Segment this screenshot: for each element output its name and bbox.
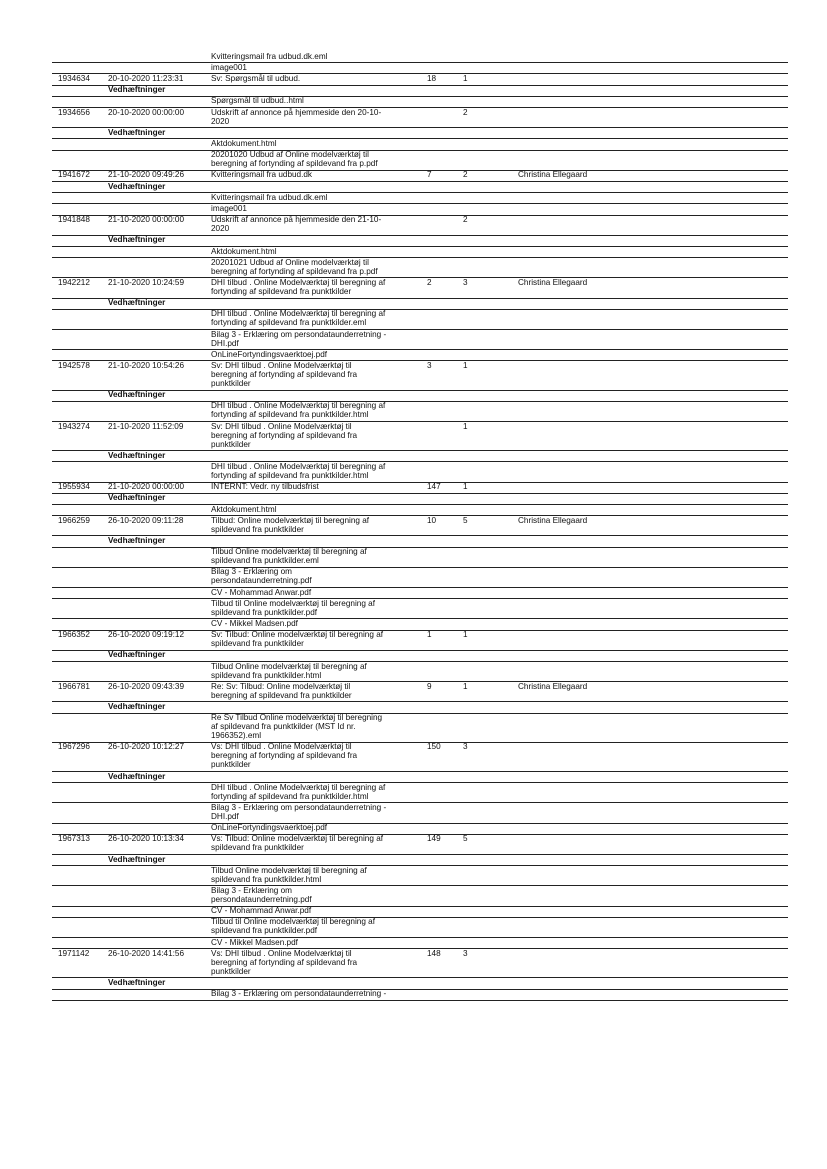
record-count-2: 2 <box>463 107 468 117</box>
row-divider <box>52 823 788 824</box>
record-title: punktkilder <box>211 439 251 449</box>
record-id: 1967313 <box>58 834 90 844</box>
record-count-1: 150 <box>427 742 441 752</box>
attachment-filename: Tilbud til Online modelværktøj til beregning af <box>211 917 375 927</box>
record-date: 21-10-2020 10:24:59 <box>108 278 185 287</box>
record-date: 21-10-2020 10:54:26 <box>108 361 185 370</box>
attachments-heading: Vedhæftninger <box>108 390 166 400</box>
record-date: 20-10-2020 11:23:31 <box>108 74 184 83</box>
attachment-filename: CV - Mohammad Anwar.pdf <box>211 587 312 597</box>
record-count-1: 9 <box>427 681 432 691</box>
record-person: Christina Ellegaard <box>518 681 588 691</box>
record-person: Christina Ellegaard <box>518 515 588 525</box>
record-count-1: 1 <box>427 630 432 640</box>
attachment-filename: DHI tilbud . Online Modelværktøj til beregning af <box>211 462 386 471</box>
attachment-filename: beregning af fortynding af spildevand fra p.pdf <box>211 266 378 276</box>
attachment-filename: image001 <box>211 204 247 213</box>
record-title: Sv: DHI tilbud . Online Modelværktøj til <box>211 421 352 431</box>
attachment-filename: 1966352).eml <box>211 731 262 741</box>
record-date: 26-10-2020 14:41:56 <box>108 948 185 958</box>
record-id: 1943274 <box>58 421 90 431</box>
attachment-filename: Tilbud Online modelværktøj til beregning af <box>211 547 367 557</box>
row-divider <box>52 257 788 258</box>
attachments-heading: Vedhæftninger <box>108 702 166 711</box>
record-title: 2020 <box>211 116 230 126</box>
attachment-filename: Tilbud Online modelværktøj til beregning af <box>211 661 367 671</box>
attachment-filename: CV - Mikkel Madsen.pdf <box>211 619 298 628</box>
record-title: punktkilder <box>211 966 251 976</box>
record-count-2: 1 <box>463 74 468 83</box>
record-id: 1971142 <box>58 948 90 958</box>
attachment-filename: OnLineFortyndingsvaerktoej.pdf <box>211 349 328 359</box>
row-divider <box>52 192 788 193</box>
record-title: spildevand fra punktkilder <box>211 843 304 853</box>
record-count-1: 149 <box>427 834 441 844</box>
attachment-filename: Tilbud til Online modelværktøj til beregning af <box>211 598 375 608</box>
row-divider <box>52 989 788 990</box>
attachments-heading: Vedhæftninger <box>108 298 166 308</box>
attachment-filename: Kvitteringsmail fra udbud.dk.eml <box>211 192 328 202</box>
row-divider <box>52 96 788 97</box>
record-title: Kvitteringsmail fra udbud.dk <box>211 170 313 180</box>
attachments-heading: Vedhæftninger <box>108 978 166 987</box>
record-title: Udskrift af annonce på hjemmeside den 20-10- <box>211 107 382 117</box>
attachment-filename: spildevand fra punktkilder.pdf <box>211 607 318 617</box>
record-id: 1942578 <box>58 361 90 370</box>
record-count-2: 3 <box>463 948 468 958</box>
attachments-heading: Vedhæftninger <box>108 181 166 191</box>
row-divider <box>52 587 788 588</box>
record-title: beregning af fortynding af spildevand fra <box>211 430 358 440</box>
attachments-heading: Vedhæftninger <box>108 127 166 137</box>
attachments-heading: Vedhæftninger <box>108 450 166 460</box>
record-count-1: 3 <box>427 361 432 370</box>
record-title: spildevand fra punktkilder <box>211 524 304 534</box>
attachment-filename: CV - Mikkel Madsen.pdf <box>211 937 298 947</box>
row-divider <box>52 906 788 907</box>
attachments-heading: Vedhæftninger <box>108 493 166 503</box>
record-date: 20-10-2020 00:00:00 <box>108 107 185 117</box>
record-count-1: 18 <box>427 74 437 83</box>
row-divider <box>52 349 788 350</box>
attachment-filename: DHI.pdf <box>211 338 239 348</box>
record-count-2: 2 <box>463 170 468 180</box>
record-date: 26-10-2020 09:43:39 <box>108 681 185 691</box>
attachment-filename: DHI tilbud . Online Modelværktøj til beregning af <box>211 401 386 411</box>
record-title: Sv: DHI tilbud . Online Modelværktøj til <box>211 361 352 370</box>
record-title: Vs: Tilbud: Online modelværktøj til beregning af <box>211 834 384 844</box>
record-count-1: 147 <box>427 482 441 492</box>
row-divider <box>52 567 788 568</box>
row-divider <box>52 62 788 63</box>
attachments-heading: Vedhæftninger <box>108 235 166 245</box>
attachment-filename: Bilag 3 - Erklæring om persondataunderretning - <box>211 329 387 339</box>
row-divider <box>52 937 788 938</box>
record-title: beregning af spildevand fra punktkilder <box>211 690 352 700</box>
record-title: Vs: DHI tilbud . Online Modelværktøj til <box>211 742 352 752</box>
record-id: 1967296 <box>58 742 90 752</box>
row-divider <box>52 885 788 886</box>
attachment-filename: beregning af fortynding af spildevand fra p.pdf <box>211 159 378 169</box>
attachment-filename: 20201020 Udbud af Online modelværktøj til <box>211 150 369 160</box>
attachment-filename: Spørgsmål til udbud..html <box>211 96 304 106</box>
record-title: Udskrift af annonce på hjemmeside den 21-10- <box>211 215 382 225</box>
attachment-filename: fortynding af spildevand fra punktkilder.html <box>211 471 369 480</box>
record-title: Sv: Spørgsmål til udbud. <box>211 74 301 83</box>
record-date: 21-10-2020 00:00:00 <box>108 482 185 492</box>
row-divider <box>52 598 788 599</box>
record-count-1: 148 <box>427 948 441 958</box>
row-divider <box>52 309 788 310</box>
attachment-filename: Aktdokument.html <box>211 139 277 148</box>
attachment-filename: persondataunderretning.pdf <box>211 576 312 586</box>
row-divider <box>52 504 788 505</box>
record-title: punktkilder <box>211 760 251 770</box>
attachment-filename: af spildevand fra punktkilder (MST Id nr. <box>211 722 356 732</box>
record-title: beregning af fortynding af spildevand fra <box>211 957 358 967</box>
row-divider <box>52 547 788 548</box>
record-count-1: 10 <box>427 515 437 525</box>
record-date: 21-10-2020 09:49:26 <box>108 170 185 180</box>
record-title: DHI tilbud . Online Modelværktøj til beregning af <box>211 278 386 287</box>
record-title: Re: Sv: Tilbud: Online modelværktøj til <box>211 681 351 691</box>
attachment-filename: spildevand fra punktkilder.eml <box>211 556 319 566</box>
record-title: punktkilder <box>211 379 251 388</box>
record-count-2: 3 <box>463 278 468 287</box>
record-title: spildevand fra punktkilder <box>211 639 304 649</box>
row-divider <box>52 802 788 803</box>
record-person: Christina Ellegaard <box>518 170 588 180</box>
row-divider <box>52 401 788 402</box>
row-divider <box>52 246 788 247</box>
row-divider <box>52 782 788 783</box>
record-count-2: 5 <box>463 834 468 844</box>
record-id: 1934634 <box>58 74 90 83</box>
record-date: 26-10-2020 10:12:27 <box>108 742 185 752</box>
attachments-heading: Vedhæftninger <box>108 85 166 95</box>
attachment-filename: fortynding af spildevand fra punktkilder.html <box>211 410 369 420</box>
attachment-filename: Kvitteringsmail fra udbud.dk.eml <box>211 51 328 61</box>
record-count-1: 2 <box>427 278 432 287</box>
row-divider <box>52 203 788 204</box>
record-count-2: 1 <box>463 681 468 691</box>
record-id: 1966781 <box>58 681 90 691</box>
row-divider <box>52 618 788 619</box>
attachment-filename: persondataunderretning.pdf <box>211 895 312 904</box>
record-count-2: 2 <box>463 215 468 225</box>
record-date: 26-10-2020 10:13:34 <box>108 834 185 844</box>
record-title: 2020 <box>211 224 230 234</box>
attachment-filename: fortynding af spildevand fra punktkilder.eml <box>211 318 367 328</box>
attachment-filename: Bilag 3 - Erklæring om persondataunderretning - <box>211 803 387 812</box>
record-date: 26-10-2020 09:19:12 <box>108 630 185 640</box>
record-count-2: 1 <box>463 421 468 431</box>
row-divider <box>52 661 788 662</box>
attachment-filename: Re Sv Tilbud Online modelværktøj til beregning <box>211 713 383 723</box>
record-id: 1966352 <box>58 630 90 640</box>
attachment-filename: Aktdokument.html <box>211 246 277 256</box>
attachment-filename: OnLineFortyndingsvaerktoej.pdf <box>211 823 328 833</box>
row-divider <box>52 329 788 330</box>
row-divider <box>52 713 788 714</box>
record-date: 26-10-2020 09:11:28 <box>108 515 184 525</box>
attachment-filename: DHI.pdf <box>211 812 239 821</box>
attachment-filename: Bilag 3 - Erklæring om persondataunderretning - <box>211 989 387 999</box>
row-divider <box>52 917 788 918</box>
record-count-2: 1 <box>463 361 468 370</box>
attachment-filename: 20201021 Udbud af Online modelværktøj til <box>211 257 369 267</box>
record-count-2: 1 <box>463 630 468 640</box>
attachments-heading: Vedhæftninger <box>108 771 166 781</box>
record-count-2: 5 <box>463 515 468 525</box>
record-id: 1942212 <box>58 278 90 287</box>
record-title: INTERNT: Vedr. ny tilbudsfrist <box>211 482 319 492</box>
attachment-filename: DHI tilbud . Online Modelværktøj til beregning af <box>211 309 386 319</box>
attachment-filename: image001 <box>211 62 247 72</box>
attachment-filename: spildevand fra punktkilder.html <box>211 874 322 884</box>
row-divider <box>52 1000 788 1001</box>
record-title: Tilbud: Online modelværktøj til beregning af <box>211 515 370 525</box>
attachments-heading: Vedhæftninger <box>108 854 166 864</box>
attachments-heading: Vedhæftninger <box>108 536 166 545</box>
attachments-heading: Vedhæftninger <box>108 650 166 660</box>
attachment-filename: Tilbud Online modelværktøj til beregning af <box>211 865 367 875</box>
attachment-filename: spildevand fra punktkilder.html <box>211 670 322 680</box>
record-id: 1941672 <box>58 170 90 180</box>
attachment-filename: Aktdokument.html <box>211 504 277 514</box>
record-id: 1955934 <box>58 482 90 492</box>
record-title: beregning af fortynding af spildevand fra <box>211 370 358 379</box>
attachment-filename: Bilag 3 - Erklæring om <box>211 886 292 895</box>
record-count-2: 3 <box>463 742 468 752</box>
attachment-filename: spildevand fra punktkilder.pdf <box>211 926 318 936</box>
row-divider <box>52 865 788 866</box>
attachment-filename: CV - Mohammad Anwar.pdf <box>211 906 312 916</box>
attachment-filename: fortynding af spildevand fra punktkilder.html <box>211 791 369 801</box>
record-count-2: 1 <box>463 482 468 492</box>
record-title: Vs: DHI tilbud . Online Modelværktøj til <box>211 948 352 958</box>
record-date: 21-10-2020 00:00:00 <box>108 215 185 225</box>
record-title: Sv: Tilbud: Online modelværktøj til beregning af <box>211 630 384 640</box>
record-person: Christina Ellegaard <box>518 278 588 287</box>
record-id: 1941848 <box>58 215 90 225</box>
record-date: 21-10-2020 11:52:09 <box>108 421 184 431</box>
record-id: 1966259 <box>58 515 90 525</box>
record-title: fortynding af spildevand fra punktkilder <box>211 287 352 296</box>
attachment-filename: DHI tilbud . Online Modelværktøj til beregning af <box>211 782 386 792</box>
row-divider <box>52 150 788 151</box>
attachment-filename: Bilag 3 - Erklæring om <box>211 567 292 577</box>
row-divider <box>52 138 788 139</box>
row-divider <box>52 461 788 462</box>
record-count-1: 7 <box>427 170 432 180</box>
record-title: beregning af fortynding af spildevand fra <box>211 751 358 761</box>
record-id: 1934656 <box>58 107 90 117</box>
